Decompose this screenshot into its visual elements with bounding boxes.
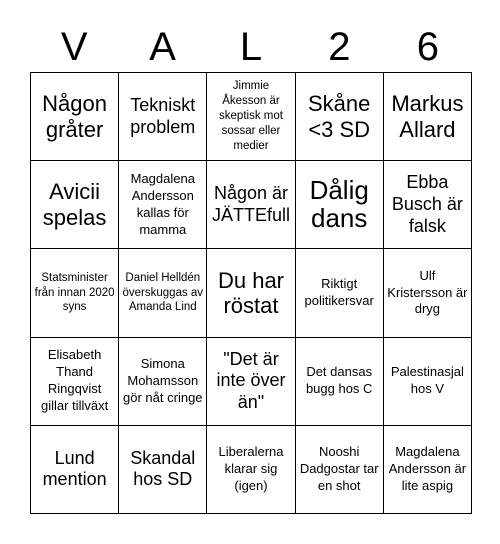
cell-text: Avicii spelas xyxy=(42,179,107,230)
bingo-cell[interactable] xyxy=(207,249,295,337)
bingo-cell[interactable] xyxy=(384,73,472,161)
header-letter-l: L xyxy=(239,25,263,69)
cell-text: Markus Allard xyxy=(391,91,464,142)
bingo-cell[interactable] xyxy=(119,161,207,249)
bingo-cell[interactable] xyxy=(207,161,295,249)
cell-text: Statsminister från innan 2020 syns xyxy=(34,271,115,314)
cell-text: Elisabeth Thand Ringqvist gillar tillväxt xyxy=(41,347,109,414)
header-letter-v: V xyxy=(60,25,88,69)
bingo-cell[interactable] xyxy=(384,161,472,249)
bingo-cell[interactable] xyxy=(296,426,384,514)
bingo-cell[interactable] xyxy=(31,161,119,249)
bingo-cell[interactable] xyxy=(31,73,119,161)
bingo-cell[interactable] xyxy=(207,338,295,426)
bingo-cell[interactable] xyxy=(296,249,384,337)
bingo-cell[interactable] xyxy=(119,338,207,426)
cell-text: Tekniskt problem xyxy=(130,95,196,137)
cell-text: Liberalerna klarar sig (igen) xyxy=(218,444,284,493)
cell-text: Daniel Helldén överskuggas av Amanda Lind xyxy=(122,271,204,314)
cell-text: Palestinasjal hos V xyxy=(390,364,464,397)
cell-text: Någon gråter xyxy=(42,91,108,142)
bingo-cell[interactable] xyxy=(31,426,119,514)
bingo-cell[interactable] xyxy=(31,249,119,337)
cell-text: Magdalena Andersson är lite aspig xyxy=(388,444,467,493)
bingo-cell[interactable] xyxy=(207,73,295,161)
bingo-cell[interactable] xyxy=(119,249,207,337)
cell-text: Magdalena Andersson kallas för mamma xyxy=(130,171,195,237)
cell-text: Någon är JÄTTEfull xyxy=(211,183,290,225)
bingo-cell[interactable] xyxy=(384,249,472,337)
cell-text: Simona Mohamsson gör nåt cringe xyxy=(123,355,203,405)
cell-text: Det dansas bugg hos C xyxy=(305,364,373,397)
cell-text: Skandal hos SD xyxy=(130,447,196,490)
bingo-board xyxy=(30,72,472,514)
header-letter-a: A xyxy=(149,25,176,69)
bingo-cell[interactable] xyxy=(119,73,207,161)
cell-text: Lund mention xyxy=(42,447,107,490)
bingo-cell[interactable] xyxy=(207,426,295,514)
bingo-header xyxy=(30,22,472,72)
cell-text: Dålig dans xyxy=(309,175,369,233)
cell-text: Riktigt politikersvar xyxy=(304,276,374,308)
bingo-cell[interactable] xyxy=(296,338,384,426)
cell-text: Du har röstat xyxy=(217,267,285,318)
bingo-cell[interactable] xyxy=(31,338,119,426)
cell-text: Ebba Busch är falsk xyxy=(391,172,463,236)
bingo-cell free-space[interactable] xyxy=(296,161,384,249)
bingo-cell[interactable] xyxy=(119,426,207,514)
bingo-cell[interactable] xyxy=(384,426,472,514)
header-letter-2: 2 xyxy=(328,25,351,69)
header-letter-6: 6 xyxy=(416,25,439,69)
cell-text: "Det är inte över än" xyxy=(216,348,286,412)
cell-text: Nooshi Dadgostar tar en shot xyxy=(299,444,379,493)
cell-text: Ulf Kristersson är dryg xyxy=(387,267,468,317)
cell-text: Jimmie Åkesson är skeptisk mot sossar eller medier xyxy=(219,80,283,152)
cell-text: Skåne <3 SD xyxy=(308,91,371,142)
bingo-cell[interactable] xyxy=(384,338,472,426)
bingo-cell[interactable] xyxy=(296,73,384,161)
